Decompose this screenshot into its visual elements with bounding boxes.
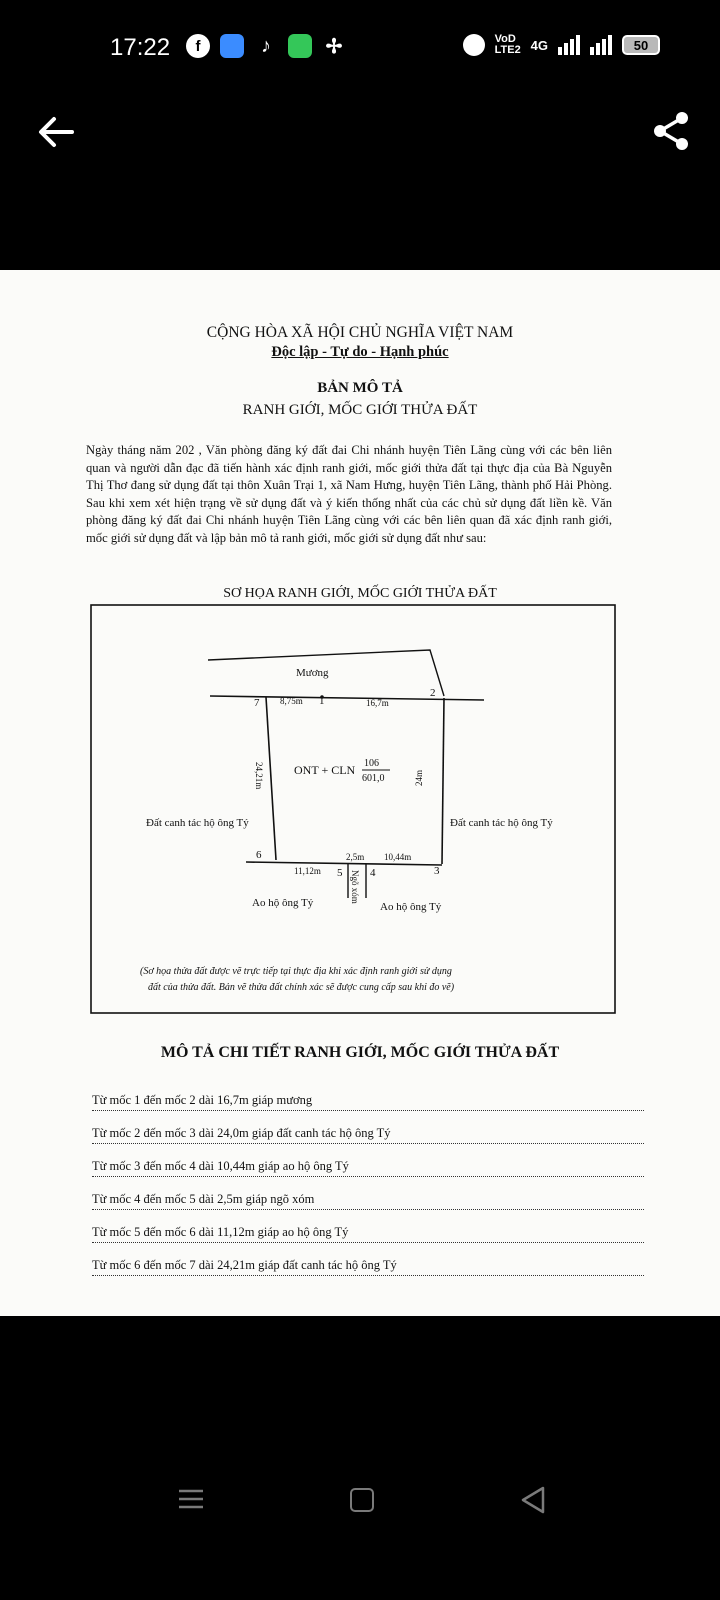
dim-7-1: 8,75m xyxy=(280,696,303,706)
alarm-icon xyxy=(463,34,485,56)
facebook-icon: f xyxy=(186,34,210,58)
marker-6: 6 xyxy=(256,849,262,861)
detail-row: Từ mốc 5 đến mốc 6 dài 11,12m giáp ao hộ ông Tý xyxy=(92,1210,644,1243)
arrow-left-icon[interactable] xyxy=(36,112,76,152)
back-triangle-icon[interactable] xyxy=(520,1486,546,1514)
right-neighbor: Đất canh tác hộ ông Tý xyxy=(450,817,553,829)
sketch-frame xyxy=(91,605,615,1013)
messages-icon xyxy=(288,34,312,58)
marker-7: 7 xyxy=(254,697,260,709)
dim-5-6: 11,12m xyxy=(294,866,321,876)
marker-1: 1 xyxy=(319,695,325,707)
status-bar xyxy=(0,0,720,96)
parcel-area: 601,0 xyxy=(362,773,385,784)
notification-icons xyxy=(186,34,346,58)
canal-label: Mương xyxy=(296,667,329,679)
app-bar xyxy=(0,96,720,270)
signal-icon xyxy=(558,35,580,55)
network-type: 4G xyxy=(530,37,548,53)
alley-label: Ngõ xóm xyxy=(350,870,360,904)
fan-icon: ✢ xyxy=(325,35,343,58)
sketch-note-2: đất của thửa đất. Bản vẽ thửa đất chính xác sẽ được cung cấp sau khi đo vẽ) xyxy=(148,982,455,993)
detail-row: Từ mốc 1 đến mốc 2 dài 16,7m giáp mương xyxy=(92,1078,644,1111)
app-icon xyxy=(220,34,244,58)
bottom-right-neighbor: Ao hộ ông Tý xyxy=(380,901,442,913)
signal-icon-2 xyxy=(590,35,612,55)
dim-2-3: 24m xyxy=(414,769,424,786)
share-icon[interactable] xyxy=(650,110,692,152)
menu-icon[interactable] xyxy=(178,1488,204,1510)
tiktok-icon: ♪ xyxy=(261,34,271,57)
status-time: 17:22 xyxy=(110,34,171,61)
system-indicators xyxy=(463,34,660,56)
details-list xyxy=(92,1078,644,1276)
navigation-bar xyxy=(0,1316,720,1600)
sketch-title: SƠ HỌA RANH GIỚI, MỐC GIỚI THỬA ĐẤT xyxy=(223,586,497,601)
intro-paragraph: Ngày tháng năm 202 , Văn phòng đăng ký đất đai Chi nhánh huyện Tiên Lãng cùng với các bên liên quan và người dẫn đạc đã tiến hành xác định ranh giới, mốc giới thửa đất tại thực địa của Bà Nguyễn Thị Thơ đang sử dụng đất tại thôn Xuân Trại 1, xã Nam Hưng, huyện Tiên Lãng, thành phố Hải Phòng. Sau khi xem xét hiện trạng về sử dụng đất và ý kiến thống nhất của các chủ sử dụng đất liền kề. Văn phòng đăng ký đất đai Chi nhánh huyện Tiên Lãng cùng với các bên liên quan đã xác định ranh giới, mốc giới sử dụng đất và lập bản mô tả ranh giới, mốc giới sử dụng đất như sau: xyxy=(86,443,612,545)
left-neighbor: Đất canh tác hộ ông Tý xyxy=(146,817,249,829)
detail-row: Từ mốc 6 đến mốc 7 dài 24,21m giáp đất canh tác hộ ông Tý xyxy=(92,1243,644,1276)
detail-row: Từ mốc 2 đến mốc 3 dài 24,0m giáp đất canh tác hộ ông Tý xyxy=(92,1111,644,1144)
dim-6-7: 24,21m xyxy=(254,762,264,790)
dim-3-4: 10,44m xyxy=(384,852,412,862)
document-title: BẢN MÔ TẢ xyxy=(317,380,403,396)
marker-4: 4 xyxy=(370,867,376,879)
document-subtitle: RANH GIỚI, MỐC GIỚI THỬA ĐẤT xyxy=(242,402,478,418)
volte-label: VoD LTE2 xyxy=(494,33,521,56)
sketch-note-1: (Sơ họa thửa đất được vẽ trực tiếp tại thực địa khi xác định ranh giới sử dụng xyxy=(140,966,452,977)
motto: Độc lập - Tự do - Hạnh phúc xyxy=(271,344,449,360)
dim-1-2: 16,7m xyxy=(366,698,389,708)
battery-icon: 50 xyxy=(622,35,660,55)
boundary-east xyxy=(442,698,444,864)
marker-3: 3 xyxy=(434,865,440,877)
details-title: MÔ TẢ CHI TIẾT RANH GIỚI, MỐC GIỚI THỬA ĐẤT xyxy=(160,1044,560,1061)
home-icon[interactable] xyxy=(350,1488,374,1512)
boundary-south xyxy=(246,862,442,865)
parcel-number: 106 xyxy=(364,758,379,769)
document-image[interactable] xyxy=(0,270,720,1316)
dim-4-5: 2,5m xyxy=(346,852,365,862)
national-title: CỘNG HÒA XÃ HỘI CHỦ NGHĨA VIỆT NAM xyxy=(206,324,514,341)
marker-2: 2 xyxy=(430,687,436,699)
detail-row: Từ mốc 3 đến mốc 4 dài 10,44m giáp ao hộ ông Tý xyxy=(92,1144,644,1177)
boundary-north xyxy=(210,696,484,700)
detail-row: Từ mốc 4 đến mốc 5 dài 2,5m giáp ngõ xóm xyxy=(92,1177,644,1210)
boundary-west xyxy=(266,697,276,860)
bottom-left-neighbor: Ao hộ ông Tý xyxy=(252,897,314,909)
land-use-label: ONT + CLN xyxy=(294,763,356,777)
parcel-sketch xyxy=(90,604,616,1014)
marker-5: 5 xyxy=(337,867,343,879)
